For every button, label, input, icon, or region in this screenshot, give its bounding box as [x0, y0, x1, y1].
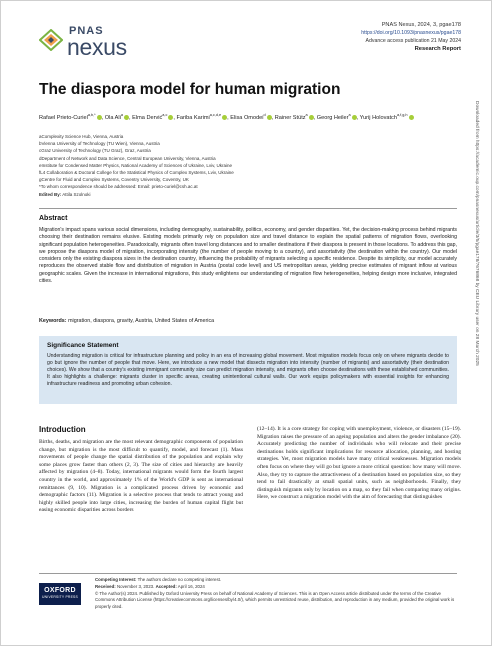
affiliations	[39, 133, 459, 198]
affiliation-line: bVienna University of Technology (TU Wien), Vienna, Austria	[39, 141, 160, 147]
author-affiliation-marker: a,c,d,e	[209, 113, 222, 117]
author-name[interactable]: Elisa Omodei	[230, 114, 264, 121]
abstract-text: Migration's impact spans various social dimensions, including demography, sustainability, politics, economy, and gender disparities. Yet, the decision-making process behind migrants choosing their destination remains elusive. Existing models primarily rely on population size and travel distance to explain the spatial patterns of migration flows, overlooking significant population heterogeneities. Paradoxically, migrants often travel long distances and to smaller destinations if their diaspora is present in those locations. To address this gap, we propose the diaspora model of migration, incorporating intensity (the number of people moving to a country), and assortativity (the destination within the country). Our model considers only the existing diaspora sizes in the destination country, influencing the probability of migrants selecting a specific residence. Despite its simplicity, our model accurately reproduces the observed stable flow and distribution of migration in Austria (postal code level) and US metropolitan areas, yielding precise estimates of migrant inflow at various geographic scales. Given the increase in international migrations, this study enlightens our understanding of migration flow heterogeneities, helping design more inclusive, integrated cities.	[39, 227, 457, 285]
affiliation-line: *To whom correspondence should be addressed: Email: prieto-curiel@csh.ac.at	[39, 184, 198, 190]
competing-interest	[95, 577, 457, 584]
author-name[interactable]: Fariba Karimi	[176, 114, 210, 121]
significance-heading: Significance Statement	[47, 342, 119, 349]
author-name[interactable]: Georg Heiler	[316, 114, 349, 121]
author-name[interactable]: Ola Ali	[104, 114, 121, 121]
author-affiliation-marker: a	[120, 113, 124, 117]
logo-pnas-text: PNAS	[69, 25, 104, 37]
author-name[interactable]: Rainer Stütz	[274, 114, 306, 121]
author-name[interactable]: Rafael Prieto-Curiel	[39, 114, 88, 121]
affiliation-line: cGraz University of Technology (TU Graz), Graz, Austria	[39, 148, 151, 154]
author-affiliation-marker: a,b,*	[87, 113, 96, 117]
affiliation-line: dDepartment of Network and Data Science, Central European University, Vienna, Austria	[39, 155, 216, 161]
download-sidebar	[467, 101, 485, 621]
author-affiliation-marker: a	[348, 113, 351, 117]
edited-by	[39, 191, 459, 198]
keywords	[39, 318, 457, 324]
author-affiliation-marker: a,f,g,h	[396, 113, 408, 117]
editor-name: Attila Szolnoki	[62, 191, 91, 197]
publisher-subname: UNIVERSITY PRESS	[42, 595, 78, 599]
author-affiliation-marker: d	[263, 113, 266, 117]
orcid-icon[interactable]	[97, 115, 102, 120]
orcid-icon[interactable]	[309, 115, 314, 120]
author-name[interactable]: Yurij Holovatch	[359, 114, 397, 121]
article-type: Research Report	[414, 46, 461, 52]
keywords-list: migration, diaspora, gravity, Austria, United States of America	[68, 318, 215, 324]
competing-label: Competing Interest:	[95, 577, 137, 582]
publisher-name: OXFORD	[44, 587, 76, 594]
competing-value: The authors declare no competing interest.	[137, 577, 222, 582]
introduction-column-right: (12–14). It is a core strategy for coping with unemployment, violence, or disasters (15–19). Migration raises the pressure of an ageing population and alters the gender imbalance (20). Accurately predicting the number of individuals who will relocate and their precise destinations holds significant implications for resource allocation, planning, and hosting strategies. Yet, most migration models have many critical weaknesses. Migration models often focus on where they will go but ignore a more critical question: how many will move. Also, they try to capture the attractiveness of a destination based on population size, so they tend to fail drastically at small spatial units, such as neighborhoods. Finally, they distinguish migrants only by location on a map, so they fail when comparing many origins. Here, we construct a migration model with the aim of forecasting that distinguishes	[257, 426, 461, 501]
received-label: Received:	[95, 583, 116, 589]
significance-text: Understanding migration is critical for infrastructure planning and policy in an era of increasing global movement. Most migration models focus only on where migrants decide to go but ignore the number of people that move. Here, we introduce a new model that dissects migration into intensity (number of migrants) and assortativity (their destination choices). We show that a country's existing immigrant community size can predict migration intensity, and migrants often choose destinations with these established communities. It also highlights a challenge: migrants cluster in specific areas, creating unintentional cultural walls. Our work equips policymakers with essential insights for enhancing infrastructure readiness and promoting urban cohesion.	[47, 353, 449, 388]
author-list: Rafael Prieto-Curiel$^{a,b,*}$ , Ola Ali$^a$ , Elma Dervić$^{a,c}$ , Fariba Karimi$^{a,c,d,e}$ , Elisa Omodei$^d$ , Rainer Stütz$^a$ , Georg Heiler$^a$ , Yurij Holovatch$^{a,f,g,h}$	[39, 111, 459, 123]
orcid-icon[interactable]	[124, 115, 129, 120]
footer-divider	[39, 573, 457, 574]
author-affiliation-marker: a,c	[162, 113, 168, 117]
accepted-label: Accepted:	[155, 583, 177, 589]
footer-text	[95, 577, 457, 611]
significance-box	[39, 336, 457, 404]
logo-nexus-text: nexus	[67, 34, 127, 60]
journal-logo[interactable]	[39, 23, 139, 63]
affiliation-line: gCentre for Fluid and Complex Systems, Coventry University, Coventry, UK	[39, 177, 189, 183]
article-title: The diaspora model for human migration	[39, 81, 341, 98]
orcid-icon[interactable]	[352, 115, 357, 120]
article-meta	[261, 21, 461, 53]
author-name[interactable]: Elma Dervić	[132, 114, 163, 121]
publication-date: Advance access publication 21 May 2024	[365, 38, 461, 44]
edited-label: Edited By:	[39, 191, 62, 197]
nexus-logo-icon	[39, 29, 63, 51]
accepted-value: April 16, 2024	[177, 583, 205, 589]
orcid-icon[interactable]	[168, 115, 173, 120]
orcid-icon[interactable]	[267, 115, 272, 120]
keywords-label: Keywords:	[39, 318, 67, 324]
download-note: Downloaded from https://academic.oup.com/pnasnexus/article/3/5/pgae178/7676868 by CEU Library user on 28 March 2025	[474, 101, 479, 366]
divider	[39, 208, 457, 209]
doi-link[interactable]: https://doi.org/10.1093/pnasnexus/pgae178	[361, 30, 461, 36]
received-date	[95, 584, 457, 591]
affiliation-line: aComplexity Science Hub, Vienna, Austria	[39, 134, 124, 139]
abstract-heading: Abstract	[39, 215, 68, 222]
affiliation-line: fL4 Collaboration & Doctoral College for the Statistical Physics of Complex Systems, Lviv, Ukraine	[39, 170, 234, 176]
author-affiliation-marker: a	[305, 113, 308, 117]
publisher-logo	[39, 583, 81, 605]
affiliation-line: eInstitute for Condensed Matter Physics, National Academy of Sciences of Ukraine, Lviv, Ukraine	[39, 162, 233, 168]
journal-citation: PNAS Nexus, 2024, 3, pgae178	[381, 22, 461, 28]
license-text: © The Author(s) 2024. Published by Oxford University Press on behalf of National Academy of Sciences. This is an Open Access article distributed under the terms of the Creative Commons Attribution License (https://creativecommons.org/licenses/by/4.0/), which permits unrestricted reuse, distribution, and reproduction in any medium, provided the original work is properly cited.	[95, 590, 455, 610]
orcid-icon[interactable]	[409, 115, 414, 120]
orcid-icon[interactable]	[222, 115, 227, 120]
introduction-heading: Introduction	[39, 425, 86, 434]
received-value: November 3, 2023.	[116, 583, 155, 589]
introduction-column-left: Births, deaths, and migration are the most relevant demographic components of population change, but migration is the most difficult to quantify, model, and forecast (1). Mass movements of people change the spatial distribution of the population and explain why some places grow faster than others (2, 3). The size of cities and hierarchy are heavily affected by migration (4–8). Today, international migrants would form the fourth largest country in the world, and approximately 1% of the World's GDP is sent as international remittances (9, 10). Migration is a complicated process driven by economic and demographic factors (11). Migration is a selective process that tends to attract young and highly skilled people into large cities, increasing the burden of human capital flight but easing economic disparities across borders	[39, 439, 243, 514]
